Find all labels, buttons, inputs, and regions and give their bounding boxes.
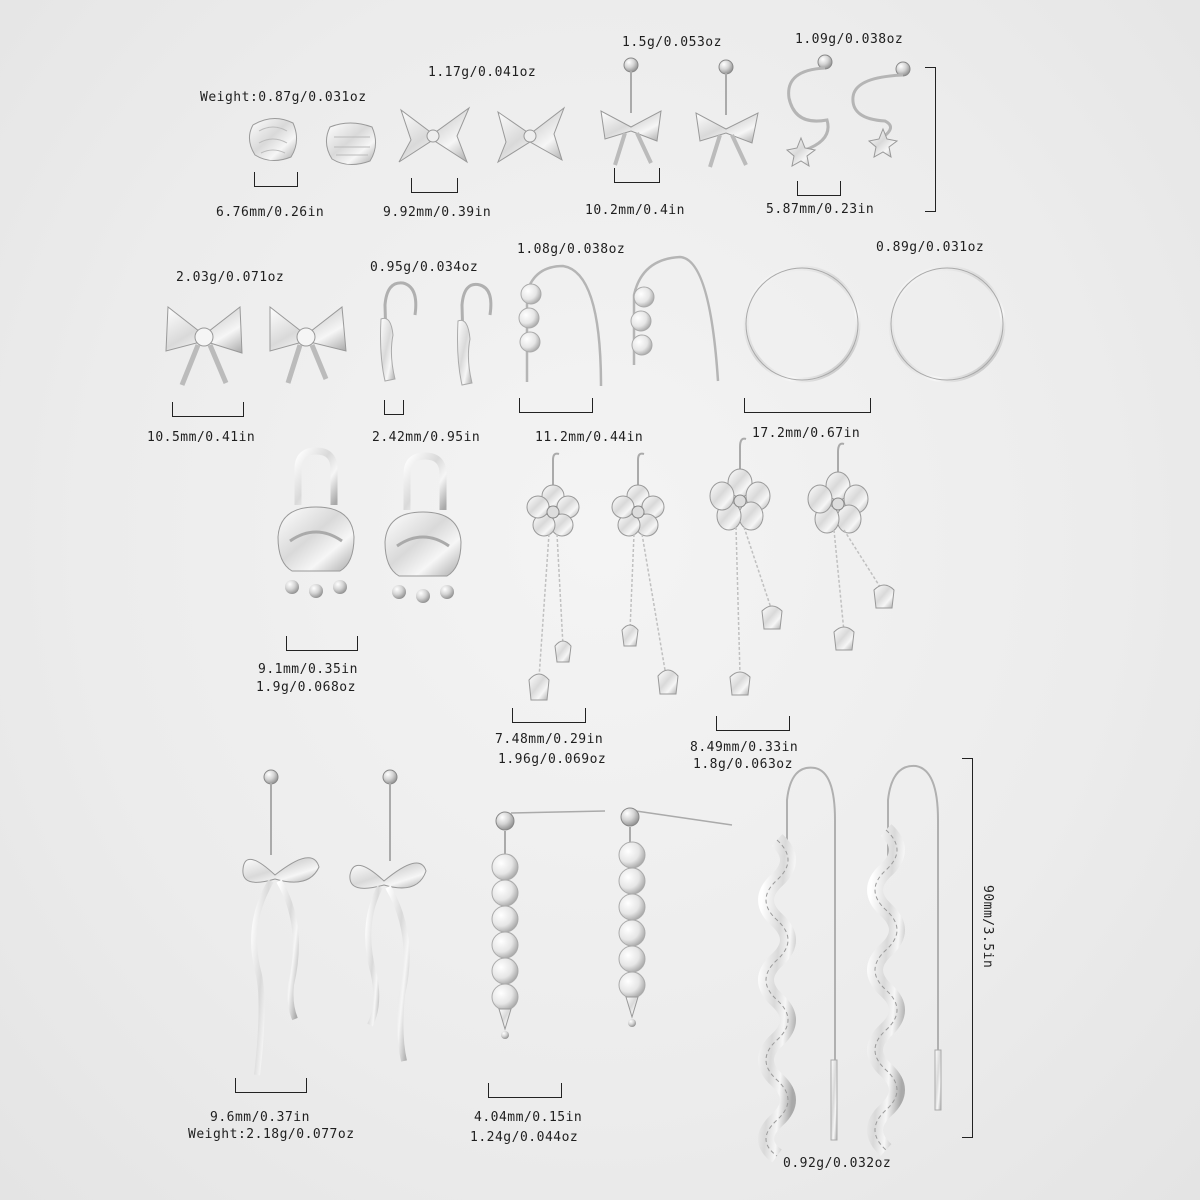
- size-label: 17.2mm/0.67in: [752, 426, 861, 441]
- size-bracket: [512, 708, 586, 723]
- bow-ribbon-drop-earring-icon: [340, 765, 435, 1085]
- size-bracket: [172, 402, 244, 417]
- bow-ball-stud-earring-icon: [690, 55, 765, 180]
- filigree-stud-earring-icon: [245, 113, 305, 163]
- size-label: 9.1mm/0.35in: [258, 662, 358, 677]
- bow-ribbon-drop-earring-icon: [235, 765, 330, 1085]
- flower-tassel-earring-icon: [800, 440, 900, 665]
- size-label: 9.92mm/0.39in: [383, 205, 492, 220]
- weight-label: 1.5g/0.053oz: [622, 35, 722, 50]
- weight-label: 1.09g/0.038oz: [795, 32, 904, 47]
- pearl-drop-earring-icon: [600, 795, 740, 1075]
- pearl-threader-earring-icon: [620, 255, 725, 385]
- size-label: 11.2mm/0.44in: [535, 430, 644, 445]
- weight-label: 1.24g/0.044oz: [470, 1130, 579, 1145]
- weight-label: Weight:0.87g/0.031oz: [200, 90, 367, 105]
- size-label: 7.48mm/0.29in: [495, 732, 604, 747]
- weight-label: 0.89g/0.031oz: [876, 240, 985, 255]
- crystal-bow-stud-earring-icon: [262, 295, 352, 395]
- hoop-earring-icon: [885, 262, 1010, 387]
- hammered-hook-earring-icon: [375, 275, 425, 400]
- weight-label: 1.08g/0.038oz: [517, 242, 626, 257]
- crystal-bow-stud-earring-icon: [160, 295, 250, 395]
- flower-tassel-earring-icon: [515, 450, 590, 710]
- size-bracket: [519, 398, 593, 413]
- size-bracket: [614, 168, 660, 183]
- size-label: 9.6mm/0.37in: [210, 1110, 310, 1125]
- spiral-star-stud-earring-icon: [775, 50, 845, 170]
- lock-huggie-earring-icon: [375, 450, 470, 630]
- weight-label: 1.9g/0.068oz: [256, 680, 356, 695]
- weight-label: Weight:2.18g/0.077oz: [188, 1127, 355, 1142]
- size-bracket: [716, 716, 790, 731]
- pearl-drop-earring-icon: [475, 795, 615, 1075]
- weight-label: 2.03g/0.071oz: [176, 270, 285, 285]
- pearl-threader-earring-icon: [505, 262, 610, 392]
- size-label: 4.04mm/0.15in: [474, 1110, 583, 1125]
- size-label: 8.49mm/0.33in: [690, 740, 799, 755]
- lock-huggie-earring-icon: [270, 445, 365, 625]
- size-bracket: [488, 1083, 562, 1098]
- size-bracket: [384, 400, 404, 415]
- flower-tassel-earring-icon: [600, 450, 695, 710]
- flower-tassel-earring-icon: [700, 435, 780, 710]
- size-label: 10.5mm/0.41in: [147, 430, 256, 445]
- hoop-earring-icon: [740, 262, 865, 387]
- weight-label: 0.95g/0.034oz: [370, 260, 479, 275]
- weight-label: 1.8g/0.063oz: [693, 757, 793, 772]
- size-label: 5.87mm/0.23in: [766, 202, 875, 217]
- size-bracket: [411, 178, 458, 193]
- size-label: 6.76mm/0.26in: [216, 205, 325, 220]
- size-bracket: [235, 1078, 307, 1093]
- weight-label: 0.92g/0.032oz: [783, 1156, 892, 1171]
- chain-threader-earring-icon: [755, 760, 850, 1160]
- length-label: 90mm/3.5in: [980, 885, 995, 969]
- weight-label: 1.96g/0.069oz: [498, 752, 607, 767]
- size-label: 10.2mm/0.4in: [585, 203, 685, 218]
- bow-stud-earring-icon: [492, 100, 572, 170]
- spiral-star-stud-earring-icon: [845, 55, 915, 175]
- size-bracket: [744, 398, 871, 413]
- chain-threader-earring-icon: [860, 760, 955, 1160]
- filigree-stud-earring-icon: [322, 117, 382, 167]
- size-bracket: [797, 181, 841, 196]
- length-bracket: [962, 758, 973, 1138]
- weight-label: 1.17g/0.041oz: [428, 65, 537, 80]
- size-label: 2.42mm/0.95in: [372, 430, 481, 445]
- hammered-hook-earring-icon: [450, 275, 500, 400]
- bow-ball-stud-earring-icon: [595, 55, 670, 180]
- size-bracket: [286, 636, 358, 651]
- size-bracket: [254, 172, 298, 187]
- bow-stud-earring-icon: [395, 100, 475, 170]
- row-height-bracket: [925, 67, 936, 212]
